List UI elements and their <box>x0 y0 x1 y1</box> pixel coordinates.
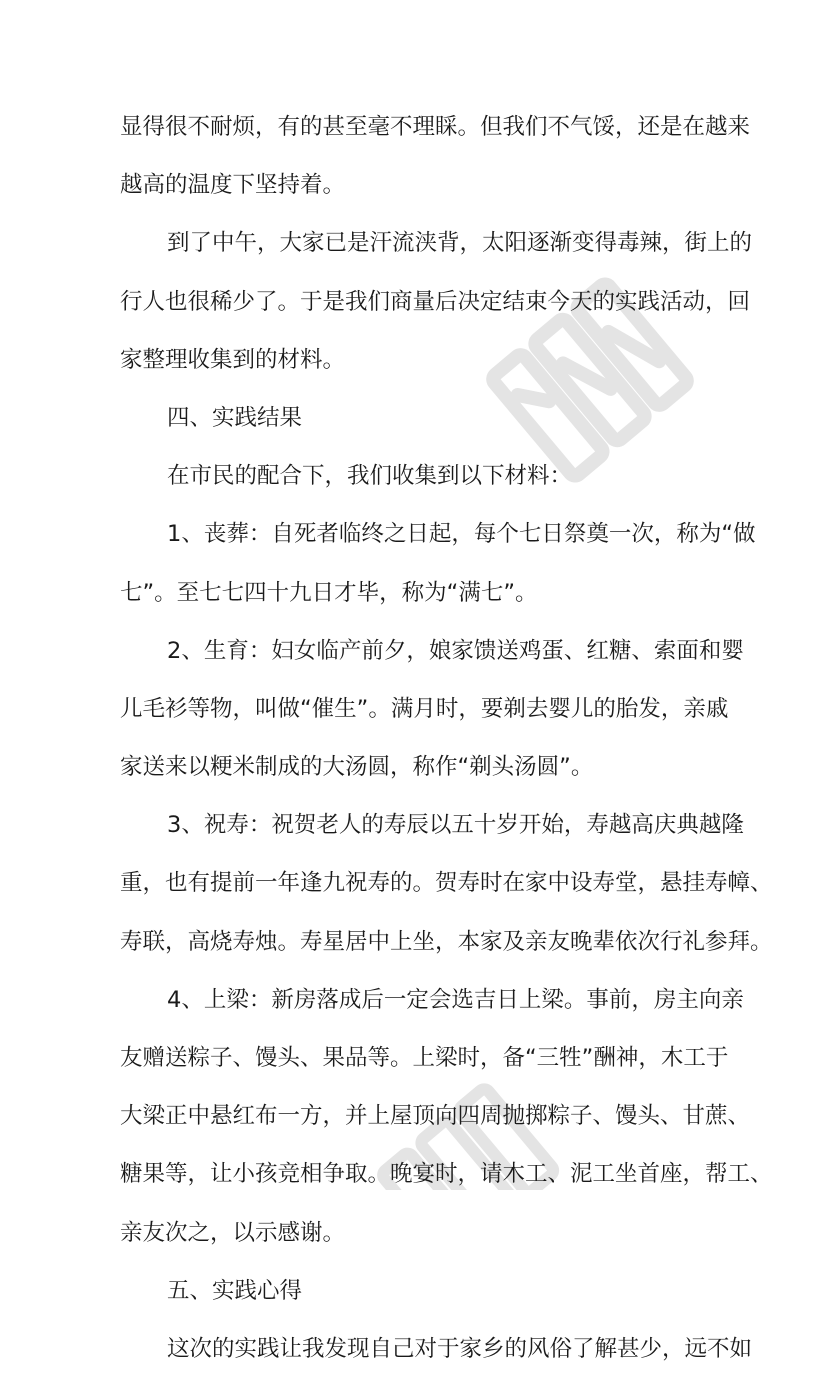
text-line: 2、生育：妇女临产前夕，娘家馈送鸡蛋、红糖、索面和婴 <box>167 637 744 664</box>
document-body <box>120 98 773 1378</box>
text-line: 1、丧葬：自死者临终之日起，每个七日祭奠一次，称为“做 <box>167 521 756 548</box>
text-line: 这次的实践让我发现自己对于家乡的风俗了解甚少，远不如 <box>167 1335 753 1362</box>
text-line: 越高的温度下坚持着。 <box>120 172 346 199</box>
text-line: 寿联，高烧寿烛。寿星居中上坐，本家及亲友晚辈依次行礼参拜。 <box>120 928 773 955</box>
text-line: 糖果等，让小孩竞相争取。晚宴时，请木工、泥工坐首座，帮工、 <box>120 1161 773 1188</box>
text-line: 4、上梁：新房落成后一定会选吉日上梁。事前，房主向亲 <box>167 986 744 1013</box>
text-line: 家整理收集到的材料。 <box>120 346 346 373</box>
text-line: 七”。至七七四十九日才毕，称为“满七”。 <box>120 579 538 606</box>
text-line: 家送来以粳米制成的大汤圆，称作“剃头汤圆”。 <box>120 754 594 781</box>
text-line: 大梁正中悬红布一方，并上屋顶向四周抛掷粽子、馒头、甘蔗、 <box>120 1103 751 1130</box>
text-line: 3、祝寿：祝贺老人的寿辰以五十岁开始，寿越高庆典越隆 <box>167 812 744 839</box>
text-line: 重，也有提前一年逢九祝寿的。贺寿时在家中设寿堂，悬挂寿幛、 <box>120 870 773 897</box>
text-line: 在市民的配合下，我们收集到以下材料： <box>167 463 573 490</box>
text-line: 友赠送粽子、馒头、果品等。上梁时，备“三牲”酬神，木工于 <box>120 1045 729 1071</box>
text-line: 行人也很稀少了。于是我们商量后决定结束今天的实践活动，回 <box>120 288 751 315</box>
text-line: 显得很不耐烦，有的甚至毫不理睬。但我们不气馁，还是在越来 <box>120 114 751 140</box>
text-line: 亲友次之，以示感谢。 <box>120 1219 346 1246</box>
text-line: 到了中午，大家已是汗流浃背，太阳逐渐变得毒辣，街上的 <box>167 230 753 257</box>
text-line: 四、实践结果 <box>167 404 303 431</box>
text-line: 五、实践心得 <box>167 1277 303 1304</box>
text-line: 儿毛衫等物，叫做“催生”。满月时，要剃去婴儿的胎发，亲戚 <box>120 695 729 722</box>
